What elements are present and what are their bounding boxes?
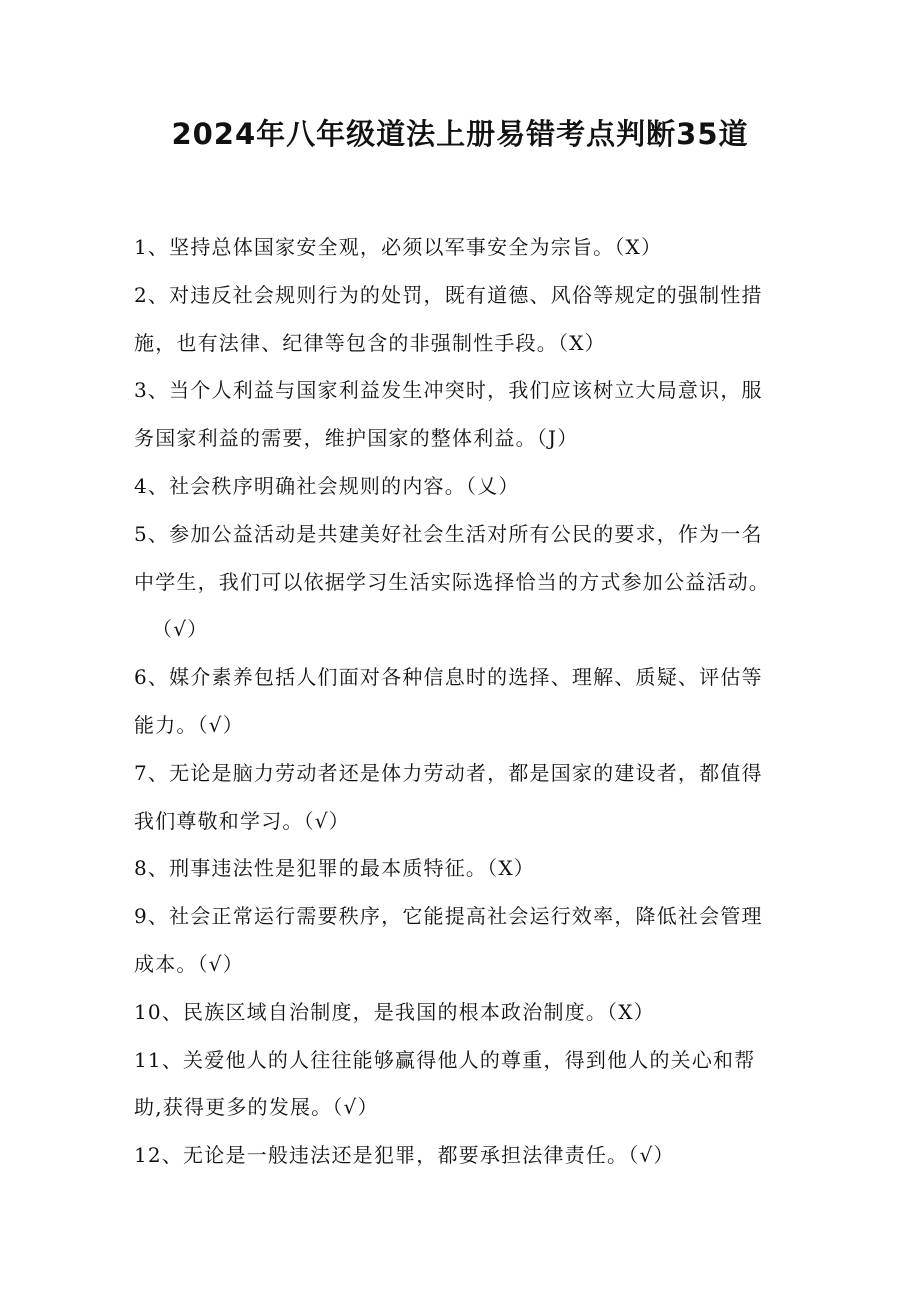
question-item-9: [134, 893, 784, 989]
question-item-1: [134, 224, 784, 272]
question-item-12: [134, 1132, 784, 1180]
question-line: 3、当个人利益与国家利益发生冲突时，我们应该树立大局意识，服: [134, 378, 763, 403]
question-item-4: [134, 463, 784, 511]
question-item-8: [134, 845, 784, 893]
question-list: [134, 224, 784, 1180]
question-line: 2、对违反社会规则行为的处罚，既有道德、风俗等规定的强制性措: [134, 282, 763, 307]
question-line: 6、媒介素养包括人们面对各种信息时的选择、理解、质疑、评估等: [134, 665, 763, 690]
question-line: 施，也有法律、纪律等包含的非强制性手段。（X）: [134, 330, 606, 355]
question-line: 我们尊敬和学习。（√）: [134, 808, 350, 833]
question-line: 助,获得更多的发展。（√）: [134, 1095, 379, 1120]
question-line: 务国家利益的需要，维护国家的整体利益。（J）: [134, 426, 579, 451]
question-item-7: [134, 750, 784, 846]
question-line: 4、社会秩序明确社会规则的内容。（乂）: [134, 473, 520, 498]
question-line: 成本。（√）: [134, 951, 244, 976]
question-item-6: [134, 654, 784, 750]
question-line: 中学生，我们可以依据学习生活实际选择恰当的方式参加公益活动。: [134, 569, 770, 594]
question-line: 12、无论是一般违法还是犯罪，都要承担法律责任。（√）: [134, 1143, 675, 1168]
question-line: 能力。（√）: [134, 712, 244, 737]
question-item-10: [134, 989, 784, 1037]
question-line: 11、关爱他人的人往往能够赢得他人的尊重，得到他人的关心和帮: [134, 1047, 756, 1072]
question-line: 7、无论是脑力劳动者还是体力劳动者，都是国家的建设者，都值得: [134, 760, 763, 785]
question-item-11: [134, 1037, 784, 1133]
question-line: 8、刑事违法性是犯罪的最本质特征。（X）: [134, 856, 535, 881]
question-item-3: [134, 367, 784, 463]
question-line: 1、坚持总体国家安全观，必须以军事安全为宗旨。（X）: [134, 235, 663, 259]
question-item-5: [134, 511, 784, 654]
question-line: 10、民族区域自治制度，是我国的根本政治制度。（X）: [134, 999, 655, 1024]
question-line: 5、参加公益活动是共建美好社会生活对所有公民的要求，作为一名: [134, 521, 763, 546]
question-item-2: [134, 272, 784, 368]
question-line: （√）: [152, 617, 209, 642]
document-title: 2024年八年级道法上册易错考点判断35道: [171, 117, 749, 151]
question-line: 9、社会正常运行需要秩序，它能提高社会运行效率，降低社会管理: [134, 904, 763, 929]
